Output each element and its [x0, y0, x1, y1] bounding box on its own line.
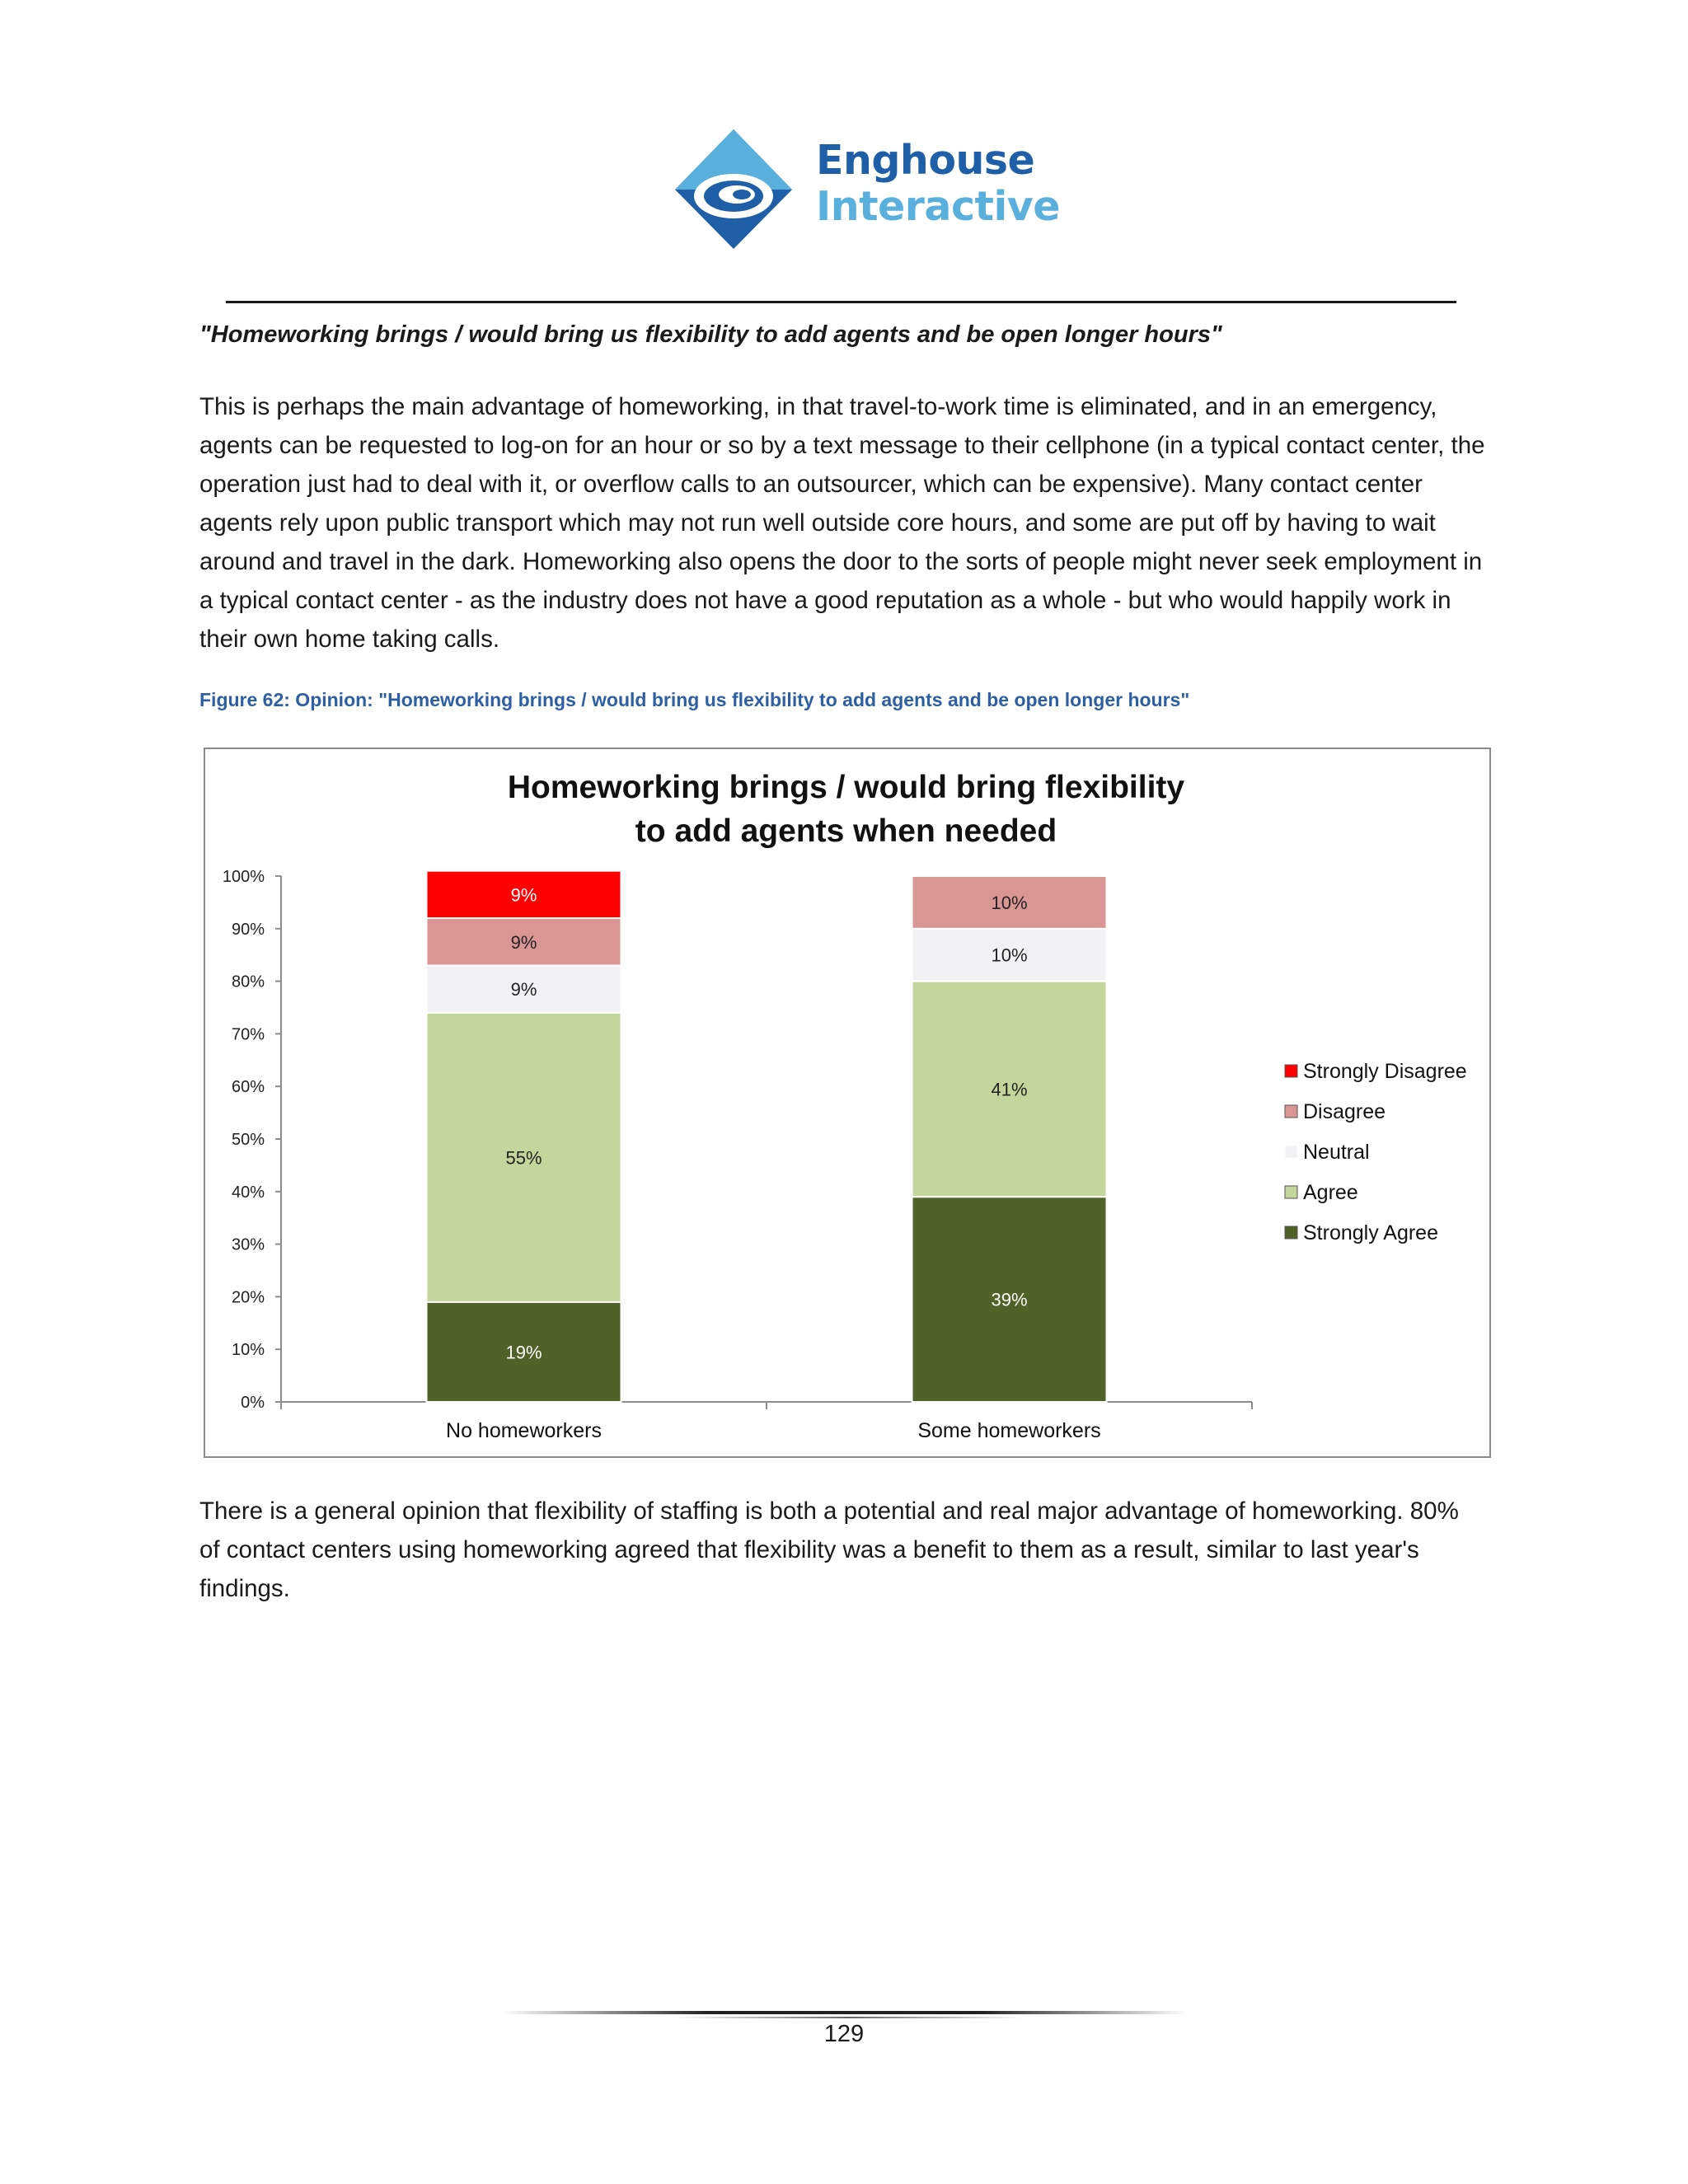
body-paragraph-2: There is a general opinion that flexibility of staffing is both a potential and real major advantage of homeworking. 80% of contact centers using homeworking agreed that flexibility was a benefit to them as a result, similar to last year's findings. [199, 1497, 1459, 1602]
data-label: 55% [505, 1147, 542, 1169]
company-logo [673, 129, 1060, 252]
data-label: 10% [991, 944, 1028, 966]
data-label: 19% [505, 1342, 542, 1363]
header-divider [226, 301, 1456, 303]
footer-divider [503, 2011, 1187, 2014]
y-tick-label: 80% [231, 972, 265, 991]
legend-swatch [1285, 1105, 1297, 1118]
legend-swatch [1285, 1146, 1297, 1158]
y-tick-label: 20% [231, 1288, 265, 1307]
legend-swatch [1285, 1226, 1297, 1239]
data-label: 9% [510, 884, 537, 906]
y-tick-label: 100% [222, 868, 265, 886]
data-label: 9% [510, 979, 537, 1001]
figure-caption: Figure 62: Opinion: "Homeworking brings / would bring us flexibility to add agents and be open longer hours" [199, 689, 1190, 710]
eye-diamond-icon [673, 129, 813, 252]
chart-title-line-2: to add agents when needed [635, 813, 1057, 849]
y-tick-label: 0% [241, 1394, 265, 1412]
y-tick-label: 10% [231, 1341, 265, 1360]
x-category-label: Some homeworkers [917, 1419, 1101, 1442]
data-label: 9% [510, 931, 537, 953]
y-tick-label: 60% [231, 1078, 265, 1097]
page-number: 129 [823, 2021, 865, 2047]
data-label: 41% [991, 1079, 1028, 1100]
data-label: 10% [991, 892, 1028, 913]
logo-text-line1: Enghouse [816, 137, 1035, 184]
body-paragraph-1: This is perhaps the main advantage of homeworking, in that travel-to-work time is eliminated, and in an emergency, agents can be requested to log-on for an hour or so by a text message to their cellphone (in a typical contact center, the operation just had to deal with it, or overflow calls to an outsourcer, which can be expensive). Many contact center agents rely upon public transport which may not run well outside core hours, and some are put off by having to wait around and travel in the dark. Homeworking also opens the door to the sorts of people might never seek employment in a typical contact center - as the industry does not have a good reputation as a whole - but who would happily work in their own home taking calls. [199, 393, 1485, 653]
legend-swatch [1285, 1065, 1297, 1077]
logo-text-line2: Interactive [816, 183, 1060, 230]
legend-label: Neutral [1303, 1141, 1370, 1164]
legend-label: Agree [1303, 1181, 1358, 1204]
y-tick-label: 90% [231, 920, 265, 939]
stacked-bar-chart [205, 749, 1489, 1456]
section-heading: "Homeworking brings / would bring us flexibility to add agents and be open longer hours" [199, 321, 1222, 348]
y-tick-label: 30% [231, 1235, 265, 1254]
chart-title-line-1: Homeworking brings / would bring flexibility [507, 770, 1185, 805]
legend-label: Strongly Disagree [1303, 1060, 1467, 1083]
y-tick-label: 50% [231, 1131, 265, 1149]
y-tick-label: 40% [231, 1183, 265, 1202]
x-category-label: No homeworkers [446, 1419, 602, 1442]
chart-container [204, 748, 1491, 1458]
legend-swatch [1285, 1186, 1297, 1198]
data-label: 39% [991, 1289, 1028, 1310]
y-tick-label: 70% [231, 1025, 265, 1044]
legend-label: Strongly Agree [1303, 1221, 1438, 1244]
legend-label: Disagree [1303, 1100, 1386, 1123]
footer-divider-accent [676, 2017, 1022, 2018]
